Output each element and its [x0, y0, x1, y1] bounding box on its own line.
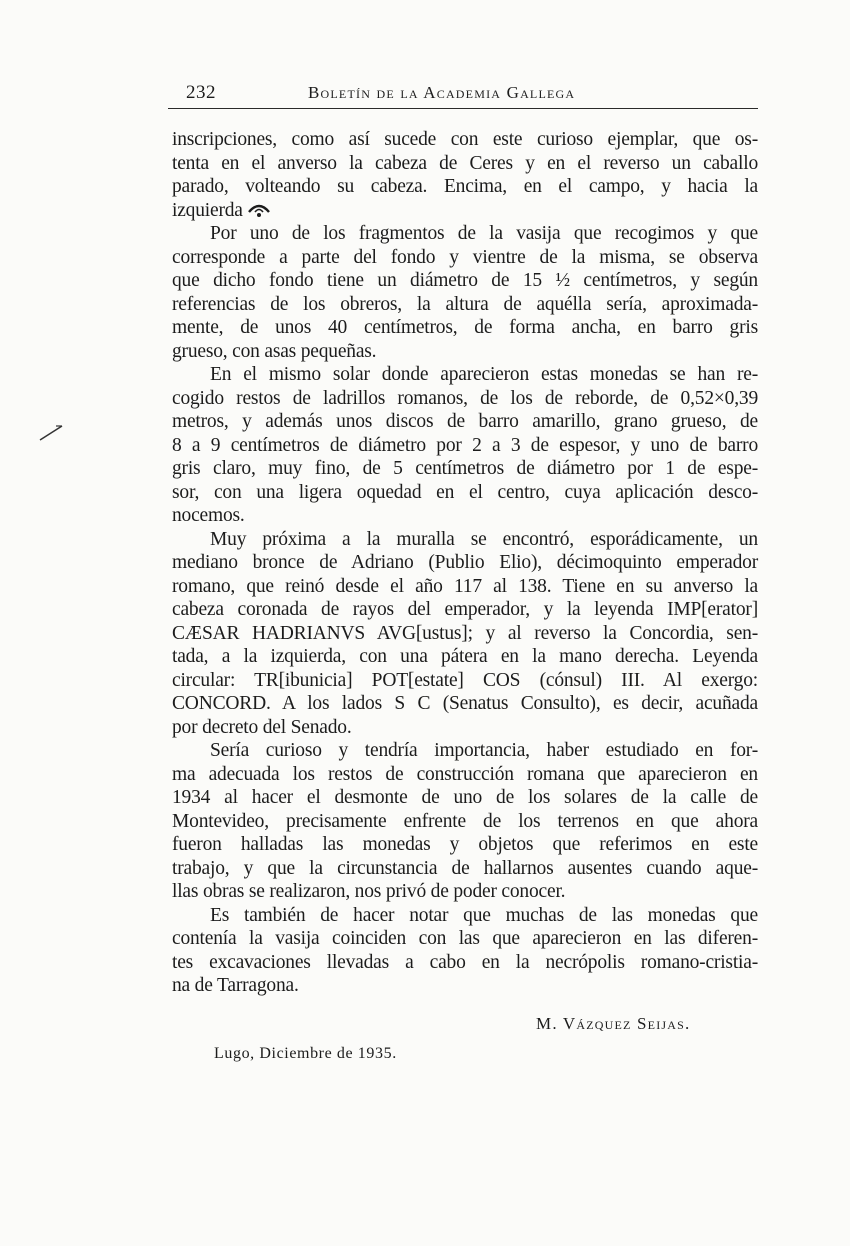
- text-line: Sería curioso y tendría importancia, haber estudiado en for-: [210, 740, 758, 761]
- text-line: corresponde a parte del fondo y vientre de la misma, se observa: [172, 246, 758, 268]
- text-line: CONCORD. A los lados S C (Senatus Consulto), es decir, acuñada: [172, 693, 758, 714]
- text-line: trabajo, y que la circunstancia de hallarnos ausentes cuando aque-: [172, 857, 758, 879]
- page-number: 232: [186, 82, 216, 103]
- text-line: inscripciones, como así sucede con este curioso ejemplar, que os-: [172, 129, 758, 150]
- text-line: contenía la vasija coinciden con las que aparecieron en las diferen-: [172, 928, 758, 949]
- umbrella-shaped-mark-icon: [247, 202, 271, 218]
- text-line: llas obras se realizaron, nos privó de poder conocer.: [172, 881, 566, 902]
- text-line: na de Tarragona.: [172, 975, 299, 996]
- text-line: por decreto del Senado.: [172, 716, 352, 738]
- text-line: que dicho fondo tiene un diámetro de 15 ½ centímetros, y según: [172, 270, 758, 291]
- text-line: referencias de los obreros, la altura de aquélla sería, aproximada-: [172, 293, 758, 315]
- text-line: fueron halladas las monedas y objetos que referimos en este: [172, 834, 758, 855]
- text-line: Es también de hacer notar que muchas de las monedas que: [210, 904, 758, 926]
- text-line: nocemos.: [172, 505, 245, 526]
- text-line: En el mismo solar donde aparecieron estas monedas se han re-: [210, 364, 758, 385]
- text-line: ma adecuada los restos de construcción romana que aparecieron en: [172, 763, 758, 785]
- text-line: Por uno de los fragmentos de la vasija que recogimos y que: [210, 223, 758, 244]
- author-signature: M. Vázquez Seijas.: [536, 1014, 691, 1033]
- text-line: circular: TR[ibunicia] POT[estate] COS (cónsul) III. Al exergo:: [172, 669, 758, 691]
- text-fragment: izquierda: [172, 199, 243, 221]
- text-line-with-symbol: [172, 199, 758, 223]
- text-line: cabeza coronada de rayos del emperador, y la leyenda IMP[erator]: [172, 599, 758, 620]
- running-head: Boletín de la Academia Gallega: [308, 83, 576, 102]
- text-line: Montevideo, precisamente enfrente de los terrenos en que ahora: [172, 810, 758, 832]
- text-line: tada, a la izquierda, con una pátera en la mano derecha. Leyenda: [172, 646, 758, 667]
- text-line: metros, y además unos discos de barro amarillo, grano grueso, de: [172, 411, 758, 432]
- text-line: 8 a 9 centímetros de diámetro por 2 a 3 de espesor, y uno de barro: [172, 434, 758, 456]
- text-line: sor, con una ligera oquedad en el centro, cuya aplicación desco-: [172, 481, 758, 503]
- text-line: cogido restos de ladrillos romanos, de los de reborde, de 0,52×0,39: [172, 387, 758, 409]
- dateline: Lugo, Diciembre de 1935.: [214, 1045, 397, 1062]
- article-body: [172, 128, 758, 998]
- text-line: romano, que reinó desde el año 117 al 138. Tiene en su anverso la: [172, 575, 758, 597]
- text-line: tes excavaciones llevadas a cabo en la necrópolis romano-cristia-: [172, 951, 758, 973]
- text-line: CÆSAR HADRIANVS AVG[ustus]; y al reverso la Concordia, sen-: [172, 622, 758, 644]
- text-line: parado, volteando su cabeza. Encima, en el campo, y hacia la: [172, 176, 758, 197]
- stray-mark: [40, 426, 62, 440]
- text-line: gris claro, muy fino, de 5 centímetros de diámetro por 1 de espe-: [172, 458, 758, 479]
- text-line: mente, de unos 40 centímetros, de forma ancha, en barro gris: [172, 317, 758, 338]
- text-line: 1934 al hacer el desmonte de uno de los solares de la calle de: [172, 787, 758, 808]
- text-line: tenta en el anverso la cabeza de Ceres y en el reverso un caballo: [172, 152, 758, 174]
- text-line: mediano bronce de Adriano (Publio Elio), décimoquinto emperador: [172, 552, 758, 573]
- text-line: grueso, con asas pequeñas.: [172, 340, 377, 362]
- page-header: [168, 80, 758, 109]
- text-line: Muy próxima a la muralla se encontró, esporádicamente, un: [210, 528, 758, 550]
